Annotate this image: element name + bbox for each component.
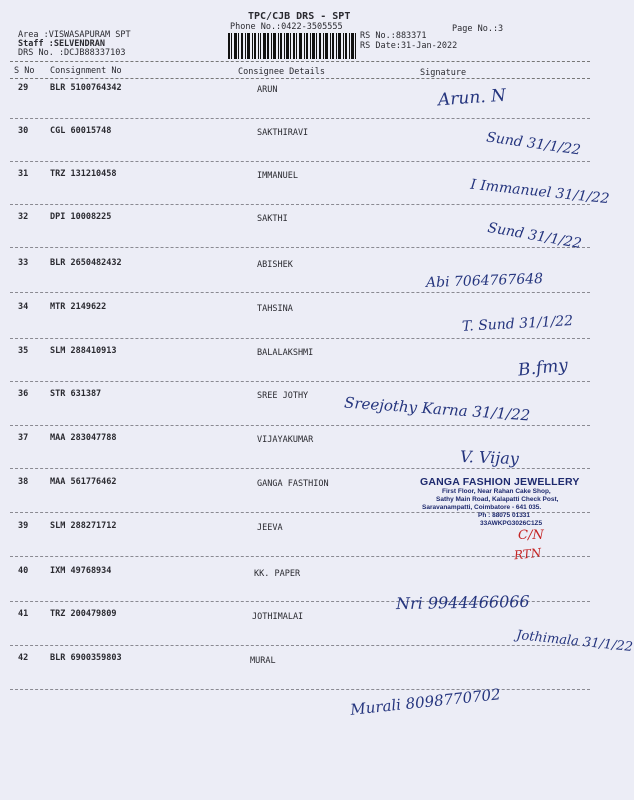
row-40-sno: 40 xyxy=(18,566,29,576)
row-34-consignment: MTR 2149622 xyxy=(50,302,107,312)
row-41-sno: 41 xyxy=(18,609,29,619)
signature-29: Arun. N xyxy=(437,85,507,111)
signature-33: Abi 7064767648 xyxy=(425,270,544,292)
col-consignment: Consignment No xyxy=(50,66,122,76)
row-39-consignee: JEEVA xyxy=(257,523,283,533)
row-32-consignment: DPI 10008225 xyxy=(50,212,112,222)
return-mark-top: C/N xyxy=(518,528,544,543)
row-39-sno: 39 xyxy=(18,521,29,531)
row-37-sno: 37 xyxy=(18,433,29,443)
rs-number: RS No.:883371 xyxy=(360,31,427,41)
row-30-divider xyxy=(10,161,590,162)
signature-42: Murali 8098770702 xyxy=(349,685,502,719)
row-35-consignment: SLM 288410913 xyxy=(50,346,117,356)
row-30-consignment: CGL 60015748 xyxy=(50,126,112,136)
row-29-consignee: ARUN xyxy=(257,85,278,95)
signature-32: Sund 31/1/22 xyxy=(486,219,583,253)
barcode-image xyxy=(228,33,356,59)
row-37-consignment: MAA 283047788 xyxy=(50,433,117,443)
row-40-consignment: IXM 49768934 xyxy=(50,566,112,576)
row-38-sno: 38 xyxy=(18,477,29,487)
row-36-divider xyxy=(10,425,590,426)
signature-37: V. Vijay xyxy=(459,446,520,469)
row-41-consignment: TRZ 200479809 xyxy=(50,609,117,619)
row-39-divider xyxy=(10,556,590,557)
row-31-sno: 31 xyxy=(18,169,29,179)
row-31-consignment: TRZ 131210458 xyxy=(50,169,117,179)
row-33-consignment: BLR 2650482432 xyxy=(50,258,122,268)
col-consignee: Consignee Details xyxy=(238,67,325,77)
row-36-consignment: STR 631387 xyxy=(50,389,102,399)
row-36-sno: 36 xyxy=(18,389,29,399)
row-40-consignee: KK. PAPER xyxy=(254,569,301,579)
rs-date: RS Date:31-Jan-2022 xyxy=(360,41,458,51)
row-36-consignee: SREE JOTHY xyxy=(257,391,309,401)
row-31-divider xyxy=(10,204,590,205)
signature-31: I Immanuel 31/1/22 xyxy=(469,176,611,208)
row-31-consignee: IMMANUEL xyxy=(257,171,298,181)
row-30-sno: 30 xyxy=(18,126,29,136)
row-29-divider xyxy=(10,118,590,119)
row-42-sno: 42 xyxy=(18,653,29,663)
col-signature: Signature xyxy=(420,68,467,78)
row-32-consignee: SAKTHI xyxy=(257,214,288,224)
area-label: Area :VISWASAPURAM SPT xyxy=(18,30,131,40)
row-30-consignee: SAKTHIRAVI xyxy=(257,128,309,138)
row-29-sno: 29 xyxy=(18,83,29,93)
row-35-sno: 35 xyxy=(18,346,29,356)
row-42-divider xyxy=(10,689,590,690)
stamp-line-5: 33AWKPG3026C1Z5 xyxy=(480,520,543,527)
signature-36: Sreejothy Karna 31/1/22 xyxy=(343,393,531,425)
row-38-consignment: MAA 561776462 xyxy=(50,477,117,487)
row-34-sno: 34 xyxy=(18,302,29,312)
row-33-sno: 33 xyxy=(18,258,29,268)
row-37-consignee: VIJAYAKUMAR xyxy=(257,435,314,445)
row-37-divider xyxy=(10,468,590,469)
header-rule-bottom xyxy=(10,78,590,79)
row-41-consignee: JOTHIMALAI xyxy=(252,612,304,622)
row-34-divider xyxy=(10,338,590,339)
row-32-sno: 32 xyxy=(18,212,29,222)
row-33-consignee: ABISHEK xyxy=(257,260,293,270)
signature-41: Jothimala 31/1/22 xyxy=(515,627,634,656)
sheet-title: TPC/CJB DRS - SPT xyxy=(248,11,351,22)
row-32-divider xyxy=(10,247,590,248)
drs-number: DRS No. :DCJB88337103 xyxy=(18,48,126,58)
signature-30: Sund 31/1/22 xyxy=(485,129,582,159)
staff-label: Staff :SELVENDRAN xyxy=(18,39,105,49)
header-rule-top xyxy=(10,61,590,62)
row-38-consignee: GANGA FASTHION xyxy=(257,479,329,489)
row-42-consignee: MURAL xyxy=(250,656,276,666)
phone-number: Phone No.:0422-3505555 xyxy=(230,22,343,32)
signature-34: T. Sund 31/1/22 xyxy=(461,313,574,335)
row-29-consignment: BLR 5100764342 xyxy=(50,83,122,93)
row-35-consignee: BALALAKSHMI xyxy=(257,348,314,358)
signature-35: B.fmy xyxy=(517,355,569,381)
row-33-divider xyxy=(10,292,590,293)
row-34-consignee: TAHSINA xyxy=(257,304,293,314)
row-39-consignment: SLM 288271712 xyxy=(50,521,117,531)
company-stamp xyxy=(420,476,595,528)
stamp-line-4: Ph : 88075 01331 xyxy=(478,512,531,519)
stamp-line-3: Saravanampatti, Coimbatore - 641 035. xyxy=(422,504,542,511)
stamp-company-name: GANGA FASHION JEWELLERY xyxy=(420,476,580,488)
row-41-divider xyxy=(10,645,590,646)
return-mark-bottom: RTN xyxy=(513,545,542,563)
stamp-line-1: First Floor, Near Rahan Cake Shop, xyxy=(442,488,551,495)
page-number: Page No.:3 xyxy=(452,24,504,34)
signature-40: Nri 9944466066 xyxy=(395,591,530,614)
stamp-line-2: Sathy Main Road, Kalapatti Check Post, xyxy=(436,496,559,503)
row-42-consignment: BLR 6900359803 xyxy=(50,653,122,663)
row-35-divider xyxy=(10,381,590,382)
col-sno: S No xyxy=(14,66,35,76)
